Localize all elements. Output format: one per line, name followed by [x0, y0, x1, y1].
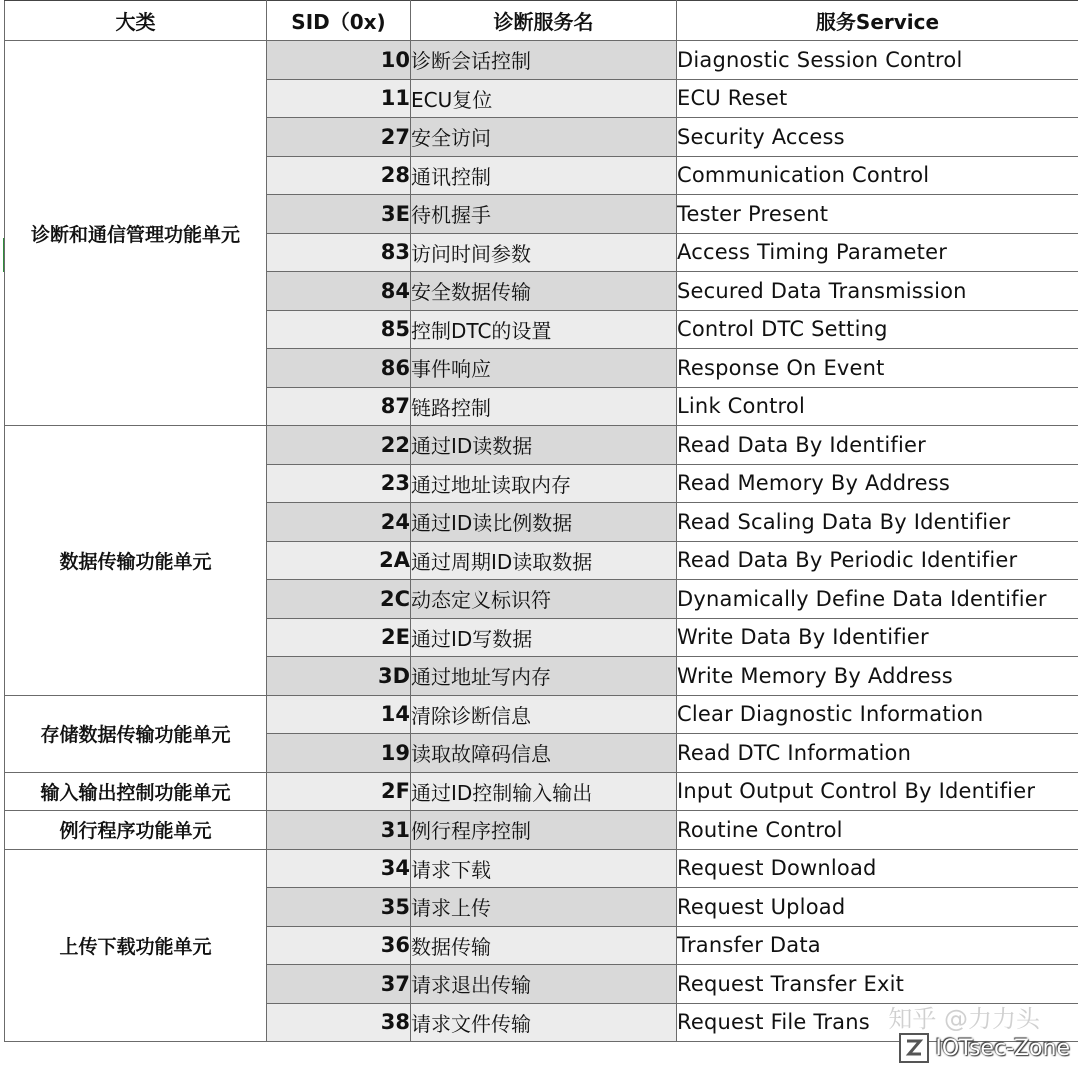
service-name-en-cell: Read Data By Identifier [677, 426, 1078, 465]
service-name-en-cell: Access Timing Parameter [677, 233, 1078, 272]
service-name-en-cell: Request File Trans [677, 1003, 1078, 1042]
service-name-en-cell: Read Memory By Address [677, 464, 1078, 503]
header-name-en: 服务Service [677, 1, 1078, 41]
service-name-en-cell: Routine Control [677, 811, 1078, 850]
sid-cell: 36 [267, 926, 411, 965]
service-name-cn-cell: 待机握手 [411, 195, 677, 234]
service-name-cn-cell: 通过地址写内存 [411, 657, 677, 696]
watermark-site: IOTsec-Zone [935, 1035, 1070, 1061]
header-sid: SID（0x) [267, 1, 411, 41]
service-name-en-cell: Clear Diagnostic Information [677, 695, 1078, 734]
table-row [5, 41, 1078, 80]
service-name-en-cell: Dynamically Define Data Identifier [677, 580, 1078, 619]
service-name-en-cell: Request Upload [677, 888, 1078, 927]
service-name-cn-cell: 数据传输 [411, 926, 677, 965]
sid-cell: 83 [267, 233, 411, 272]
service-name-cn-cell: 控制DTC的设置 [411, 310, 677, 349]
table-row [5, 695, 1078, 734]
category-cell: 诊断和通信管理功能单元 [5, 41, 267, 426]
service-name-en-cell: Input Output Control By Identifier [677, 772, 1078, 811]
service-name-en-cell: Security Access [677, 118, 1078, 157]
service-name-cn-cell: 通过周期ID读取数据 [411, 541, 677, 580]
sid-cell: 37 [267, 965, 411, 1004]
sid-cell: 2A [267, 541, 411, 580]
service-name-en-cell: Read Data By Periodic Identifier [677, 541, 1078, 580]
service-name-cn-cell: 安全数据传输 [411, 272, 677, 311]
service-name-en-cell: Response On Event [677, 349, 1078, 388]
service-name-en-cell: Write Data By Identifier [677, 618, 1078, 657]
service-name-en-cell: ECU Reset [677, 79, 1078, 118]
sid-cell: 35 [267, 888, 411, 927]
service-name-cn-cell: 诊断会话控制 [411, 41, 677, 80]
category-cell: 上传下载功能单元 [5, 849, 267, 1042]
sid-cell: 31 [267, 811, 411, 850]
sid-cell: 19 [267, 734, 411, 773]
service-name-cn-cell: 链路控制 [411, 387, 677, 426]
sid-cell: 2C [267, 580, 411, 619]
sid-cell: 11 [267, 79, 411, 118]
category-cell: 存储数据传输功能单元 [5, 695, 267, 772]
service-name-cn-cell: 读取故障码信息 [411, 734, 677, 773]
sid-cell: 22 [267, 426, 411, 465]
sid-cell: 3D [267, 657, 411, 696]
service-name-cn-cell: 请求文件传输 [411, 1003, 677, 1042]
table-header-row [5, 1, 1078, 41]
sid-cell: 85 [267, 310, 411, 349]
sid-cell: 34 [267, 849, 411, 888]
service-name-cn-cell: 访问时间参数 [411, 233, 677, 272]
service-name-cn-cell: 通过ID读数据 [411, 426, 677, 465]
service-name-cn-cell: 通讯控制 [411, 156, 677, 195]
service-name-en-cell: Tester Present [677, 195, 1078, 234]
service-name-en-cell: Control DTC Setting [677, 310, 1078, 349]
service-name-cn-cell: 事件响应 [411, 349, 677, 388]
service-name-cn-cell: 请求上传 [411, 888, 677, 927]
table-row [5, 811, 1078, 850]
category-cell: 例行程序功能单元 [5, 811, 267, 850]
service-name-cn-cell: 动态定义标识符 [411, 580, 677, 619]
sid-cell: 2E [267, 618, 411, 657]
sid-cell: 23 [267, 464, 411, 503]
service-name-en-cell: Secured Data Transmission [677, 272, 1078, 311]
sid-cell: 2F [267, 772, 411, 811]
sid-cell: 14 [267, 695, 411, 734]
service-name-cn-cell: 通过ID控制输入输出 [411, 772, 677, 811]
sid-cell: 3E [267, 195, 411, 234]
service-name-cn-cell: 请求退出传输 [411, 965, 677, 1004]
sid-cell: 38 [267, 1003, 411, 1042]
sid-cell: 24 [267, 503, 411, 542]
sid-cell: 10 [267, 41, 411, 80]
table-body [5, 41, 1078, 1042]
table-row [5, 426, 1078, 465]
service-name-en-cell: Read Scaling Data By Identifier [677, 503, 1078, 542]
service-name-cn-cell: 请求下载 [411, 849, 677, 888]
header-category: 大类 [5, 1, 267, 41]
service-name-cn-cell: 安全访问 [411, 118, 677, 157]
category-cell: 数据传输功能单元 [5, 426, 267, 696]
service-name-cn-cell: 通过ID写数据 [411, 618, 677, 657]
service-name-cn-cell: 清除诊断信息 [411, 695, 677, 734]
service-name-en-cell: Communication Control [677, 156, 1078, 195]
sid-cell: 86 [267, 349, 411, 388]
header-name-cn: 诊断服务名 [411, 1, 677, 41]
table-row [5, 772, 1078, 811]
table-row [5, 849, 1078, 888]
service-name-en-cell: Link Control [677, 387, 1078, 426]
sid-cell: 87 [267, 387, 411, 426]
uds-services-table [4, 0, 1078, 1042]
service-name-en-cell: Diagnostic Session Control [677, 41, 1078, 80]
service-name-cn-cell: 通过ID读比例数据 [411, 503, 677, 542]
watermark-author: 知乎 @力力头 [888, 1005, 1040, 1033]
service-name-cn-cell: 通过地址读取内存 [411, 464, 677, 503]
service-name-en-cell: Request Download [677, 849, 1078, 888]
service-name-en-cell: Transfer Data [677, 926, 1078, 965]
service-name-en-cell: Read DTC Information [677, 734, 1078, 773]
service-name-en-cell: Request Transfer Exit [677, 965, 1078, 1004]
service-name-cn-cell: ECU复位 [411, 79, 677, 118]
service-name-en-cell: Write Memory By Address [677, 657, 1078, 696]
service-name-cn-cell: 例行程序控制 [411, 811, 677, 850]
sid-cell: 27 [267, 118, 411, 157]
sid-cell: 28 [267, 156, 411, 195]
sid-cell: 84 [267, 272, 411, 311]
category-cell: 输入输出控制功能单元 [5, 772, 267, 811]
